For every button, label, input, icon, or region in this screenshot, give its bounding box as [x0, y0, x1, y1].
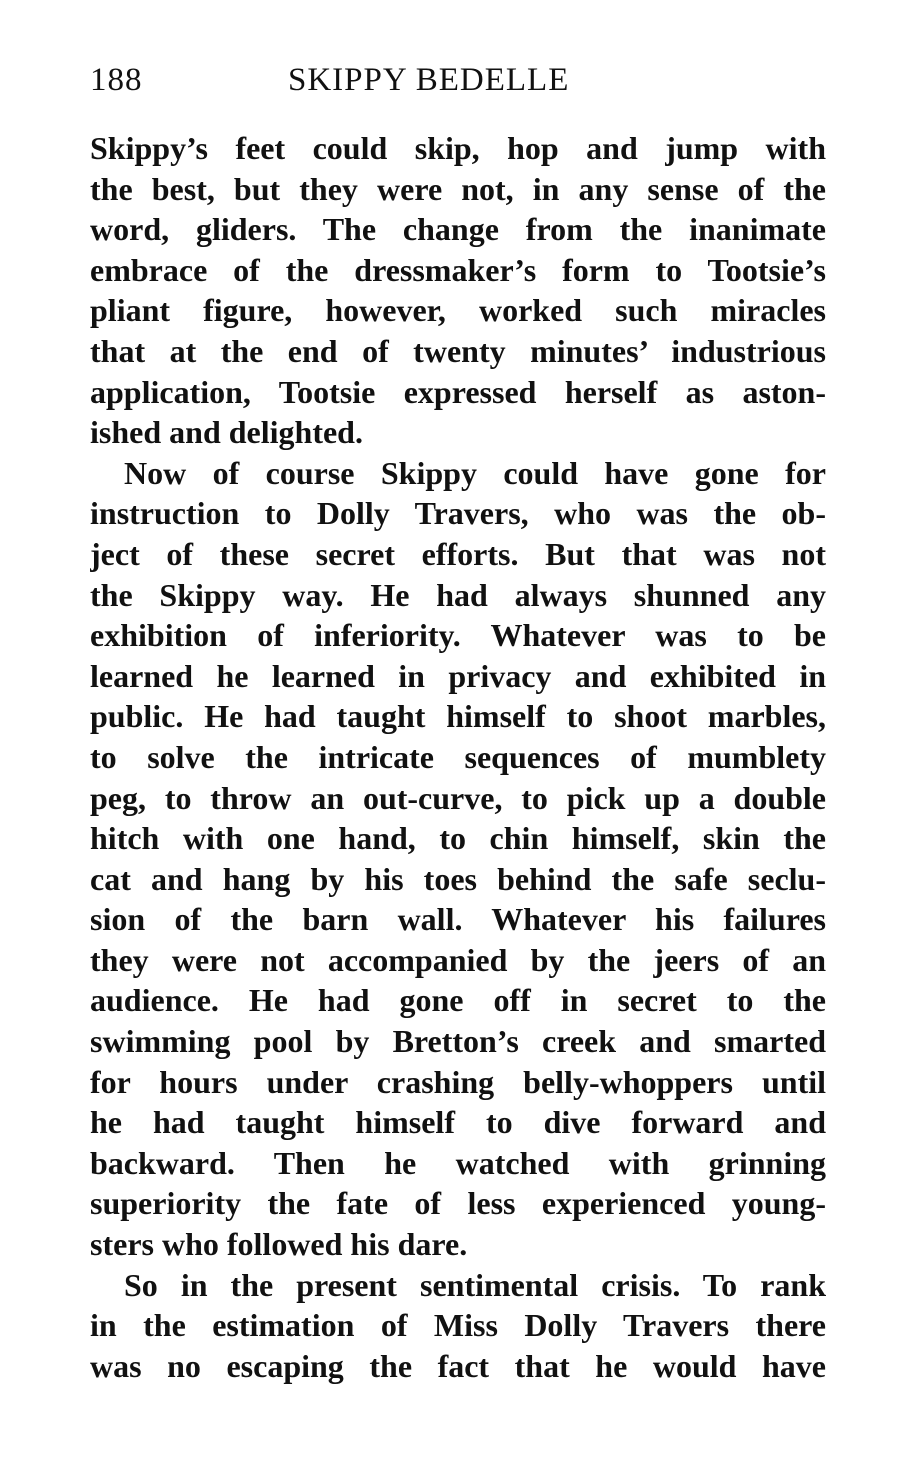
text-line: hitch with one hand, to chin himself, skin the [90, 820, 826, 857]
text-line: for hours under crashing belly-whoppers until [90, 1063, 826, 1100]
book-page [90, 62, 826, 1386]
text-line: learned he learned in privacy and exhibited in [90, 657, 826, 694]
body-text [90, 128, 826, 1386]
text-line: application, Tootsie expressed herself as aston- [90, 373, 826, 410]
text-line: cat and hang by his toes behind the safe seclu- [90, 860, 826, 897]
text-line: that at the end of twenty minutes’ industrious [90, 332, 826, 369]
text-line: embrace of the dressmaker’s form to Tootsie’s [90, 251, 826, 288]
paragraph [90, 1265, 826, 1387]
text-line: ished and delighted. [90, 414, 363, 451]
text-line: sters who followed his dare. [90, 1226, 468, 1263]
paragraph [90, 453, 826, 1265]
text-line: Now of course Skippy could have gone for [124, 454, 826, 491]
page-number: 188 [90, 62, 143, 98]
text-line: exhibition of inferiority. Whatever was to be [90, 617, 826, 654]
text-line: audience. He had gone off in secret to the [90, 982, 826, 1019]
text-line: backward. Then he watched with grinning [90, 1144, 826, 1181]
text-line: ject of these secret efforts. But that was not [90, 535, 826, 572]
text-line: the best, but they were not, in any sense of the [90, 170, 826, 207]
text-line: swimming pool by Bretton’s creek and smarted [90, 1023, 826, 1060]
text-line: he had taught himself to dive forward and [90, 1104, 826, 1141]
running-header [90, 62, 826, 112]
text-line: instruction to Dolly Travers, who was the ob- [90, 495, 826, 532]
text-line: sion of the barn wall. Whatever his failures [90, 901, 826, 938]
text-line: they were not accompanied by the jeers of an [90, 941, 826, 978]
text-line: Skippy’s feet could skip, hop and jump with [90, 130, 826, 166]
text-line: was no escaping the fact that he would have [90, 1347, 826, 1384]
text-line: peg, to throw an out-curve, to pick up a double [90, 779, 826, 816]
text-line: superiority the fate of less experienced young- [90, 1185, 826, 1222]
running-title: SKIPPY BEDELLE [288, 62, 570, 98]
text-line: pliant figure, however, worked such miracles [90, 292, 826, 329]
text-line: public. He had taught himself to shoot marbles, [90, 698, 826, 735]
text-line: So in the present sentimental crisis. To rank [124, 1266, 826, 1303]
text-line: the Skippy way. He had always shunned any [90, 576, 826, 613]
text-line: to solve the intricate sequences of mumblety [90, 738, 826, 775]
paragraph [90, 128, 826, 453]
text-line: word, gliders. The change from the inanimate [90, 211, 826, 248]
text-line: in the estimation of Miss Dolly Travers there [90, 1307, 826, 1344]
